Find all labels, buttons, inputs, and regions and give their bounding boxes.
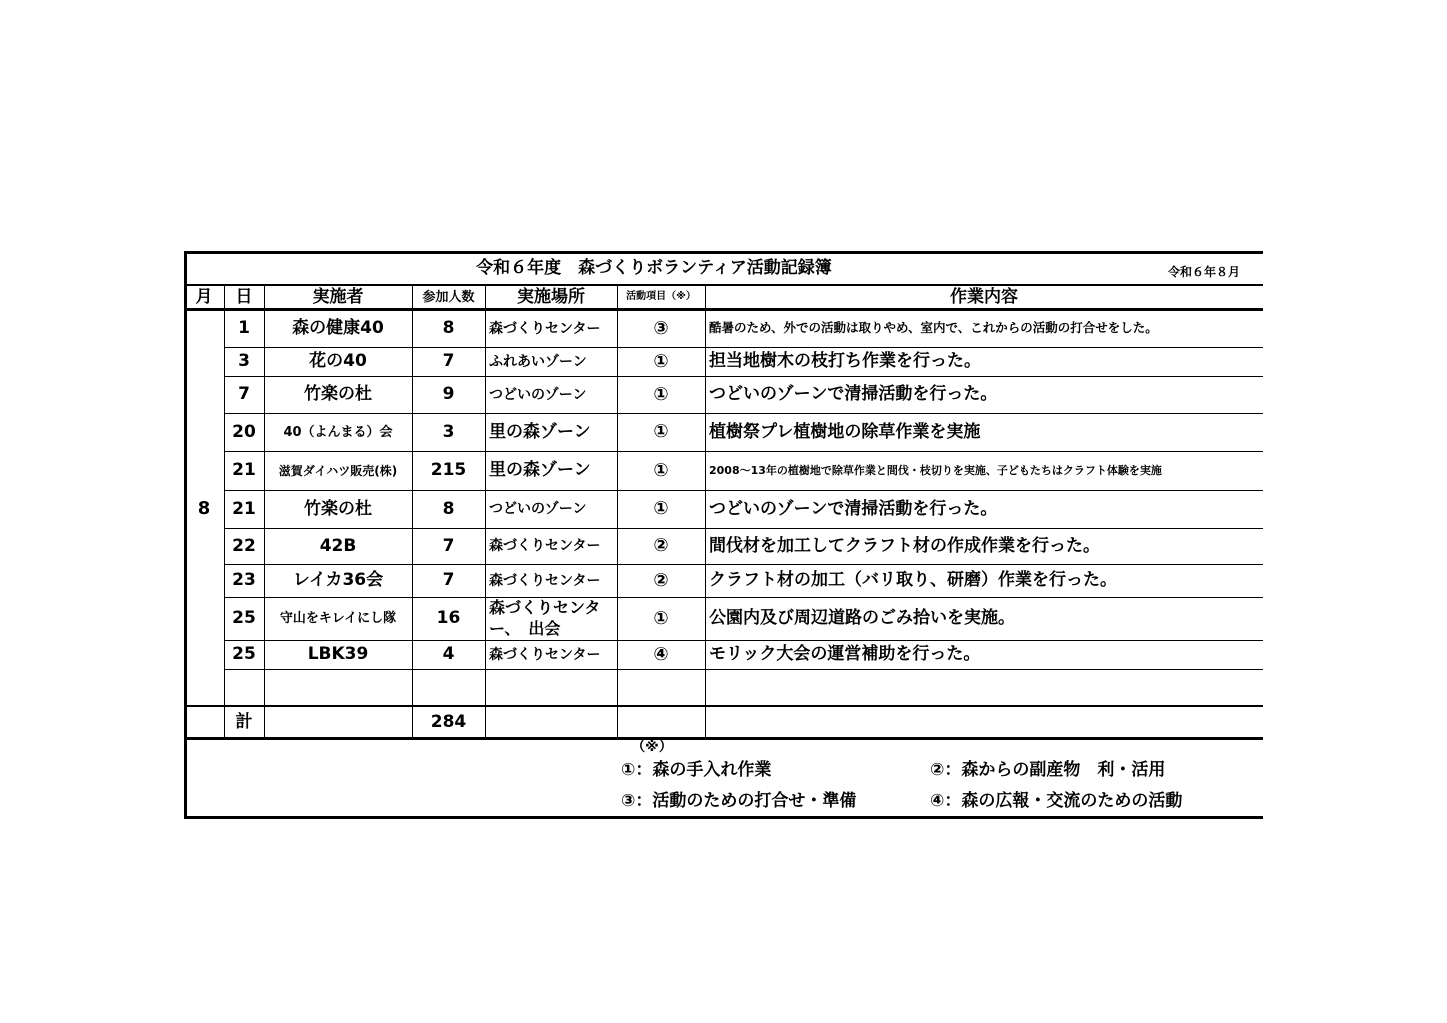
total-label: 計: [235, 712, 253, 732]
header-day: 日: [235, 286, 253, 307]
row-10-content: モリック大会の運営補助を行った。: [709, 644, 981, 664]
header-activity: 活動項目（※）: [626, 291, 696, 302]
row-4-participants: 3: [442, 421, 455, 442]
row-1-activity: ③: [653, 317, 669, 339]
row-7-performer: 42B: [319, 535, 357, 556]
row-9-performer: 守山をキレイにし隊: [279, 611, 397, 626]
row-2-content: 担当地樹木の枝打ち作業を行った。: [709, 351, 981, 371]
total-participants: 284: [430, 712, 467, 732]
row-7-place: 森づくりセンター: [489, 538, 601, 554]
row-2-day: 3: [238, 351, 250, 371]
row-5-activity: ①: [653, 459, 669, 481]
row-4-content: 植樹祭プレ植樹地の除草作業を実施: [709, 421, 981, 442]
row-5-performer: 滋賀ダイハツ販売(株): [278, 463, 398, 478]
row-7-day: 22: [232, 535, 256, 556]
row-3-performer: 竹楽の杜: [304, 384, 372, 404]
row-6-day: 21: [232, 498, 256, 519]
record-rows: [184, 251, 1263, 819]
row-5-content: 2008～13年の植樹地で除草作業と間伐・枝切りを実施、子どもたちはクラフト体験を実施: [709, 464, 1162, 477]
row-5-place: 里の森ゾーン: [489, 460, 591, 480]
row-10-place: 森づくりセンター: [489, 646, 601, 663]
row-8-performer: レイカ36会: [292, 570, 384, 590]
row-2-place: ふれあいゾーン: [489, 353, 587, 370]
row-2-performer: 花の40: [309, 351, 367, 371]
row-1-content: 酷暑のため、外での活動は取りやめ、室内で、これからの活動の打合せをした。: [709, 320, 1158, 336]
legend-item-4: ④：森の広報・交流のための活動: [930, 790, 1183, 811]
row-9-participants: 16: [436, 608, 461, 628]
row-10-participants: 4: [442, 644, 455, 664]
row-10-day: 25: [232, 644, 256, 664]
row-5-day: 21: [232, 460, 256, 480]
row-8-day: 23: [232, 570, 256, 590]
row-9-content: 公園内及び周辺道路のごみ拾いを実施。: [709, 608, 1015, 628]
issue-date: 令和６年８月: [1167, 265, 1240, 279]
row-1-day: 1: [238, 318, 250, 338]
row-8-place: 森づくりセンター: [489, 572, 601, 589]
row-11-day: [224, 669, 264, 705]
row-10-performer: LBK39: [307, 644, 369, 664]
row-11-performer: [264, 669, 412, 705]
row-9-day: 25: [232, 608, 256, 628]
header-performer: 実施者: [312, 286, 364, 307]
row-4-activity: ①: [653, 421, 669, 442]
row-3-place: つどいのゾーン: [489, 386, 587, 403]
row-6-performer: 竹楽の杜: [304, 498, 372, 519]
row-11-participants: [412, 669, 485, 705]
row-2-participants: 7: [442, 351, 455, 371]
row-6-participants: 8: [442, 498, 455, 519]
header-place: 実施場所: [517, 286, 585, 307]
row-11-place: [485, 669, 617, 705]
row-9-place: 森づくりセンター、 出会: [489, 597, 601, 638]
row-1-performer: 森の健康40: [292, 318, 384, 338]
header-participants: 参加人数: [422, 289, 475, 305]
legend-mark: （※）: [631, 739, 673, 755]
row-2-activity: ①: [653, 350, 669, 372]
row-6-content: つどいのゾーンで清掃活動を行った。: [709, 498, 998, 519]
row-3-day: 7: [238, 384, 250, 404]
row-11-activity: [617, 669, 705, 705]
header-content: 作業内容: [950, 286, 1018, 307]
row-10-activity: ④: [653, 643, 669, 665]
row-8-content: クラフト材の加工（バリ取り、研磨）作業を行った。: [709, 570, 1117, 590]
row-7-participants: 7: [442, 535, 455, 556]
row-1-place: 森づくりセンター: [489, 320, 601, 337]
row-11-content: [705, 669, 1263, 705]
row-4-place: 里の森ゾーン: [489, 421, 591, 442]
legend-item-1: ①：森の手入れ作業: [621, 759, 772, 780]
row-1-participants: 8: [442, 318, 455, 338]
row-3-participants: 9: [442, 384, 455, 404]
activity-record-sheet: [184, 251, 1263, 819]
legend-item-2: ②：森からの副産物 利・活用: [930, 759, 1166, 780]
header-month: 月: [195, 286, 213, 307]
row-6-activity: ①: [653, 498, 669, 519]
row-6-place: つどいのゾーン: [489, 501, 587, 517]
row-7-content: 間伐材を加工してクラフト材の作成作業を行った。: [709, 535, 1100, 556]
row-3-content: つどいのゾーンで清掃活動を行った。: [709, 384, 998, 404]
row-8-participants: 7: [442, 570, 455, 590]
row-8-activity: ②: [653, 569, 669, 591]
row-9-activity: ①: [653, 607, 669, 629]
month-value: 8: [197, 498, 211, 519]
legend-item-3: ③：活動のための打合せ・準備: [621, 790, 857, 811]
row-5-participants: 215: [430, 460, 467, 480]
document-title: 令和６年度 森づくりボランティア活動記録簿: [476, 257, 832, 278]
row-3-activity: ①: [653, 383, 669, 405]
row-4-day: 20: [232, 421, 256, 442]
row-4-performer: 40（よんまる）会: [283, 424, 393, 440]
row-7-activity: ②: [653, 535, 669, 556]
